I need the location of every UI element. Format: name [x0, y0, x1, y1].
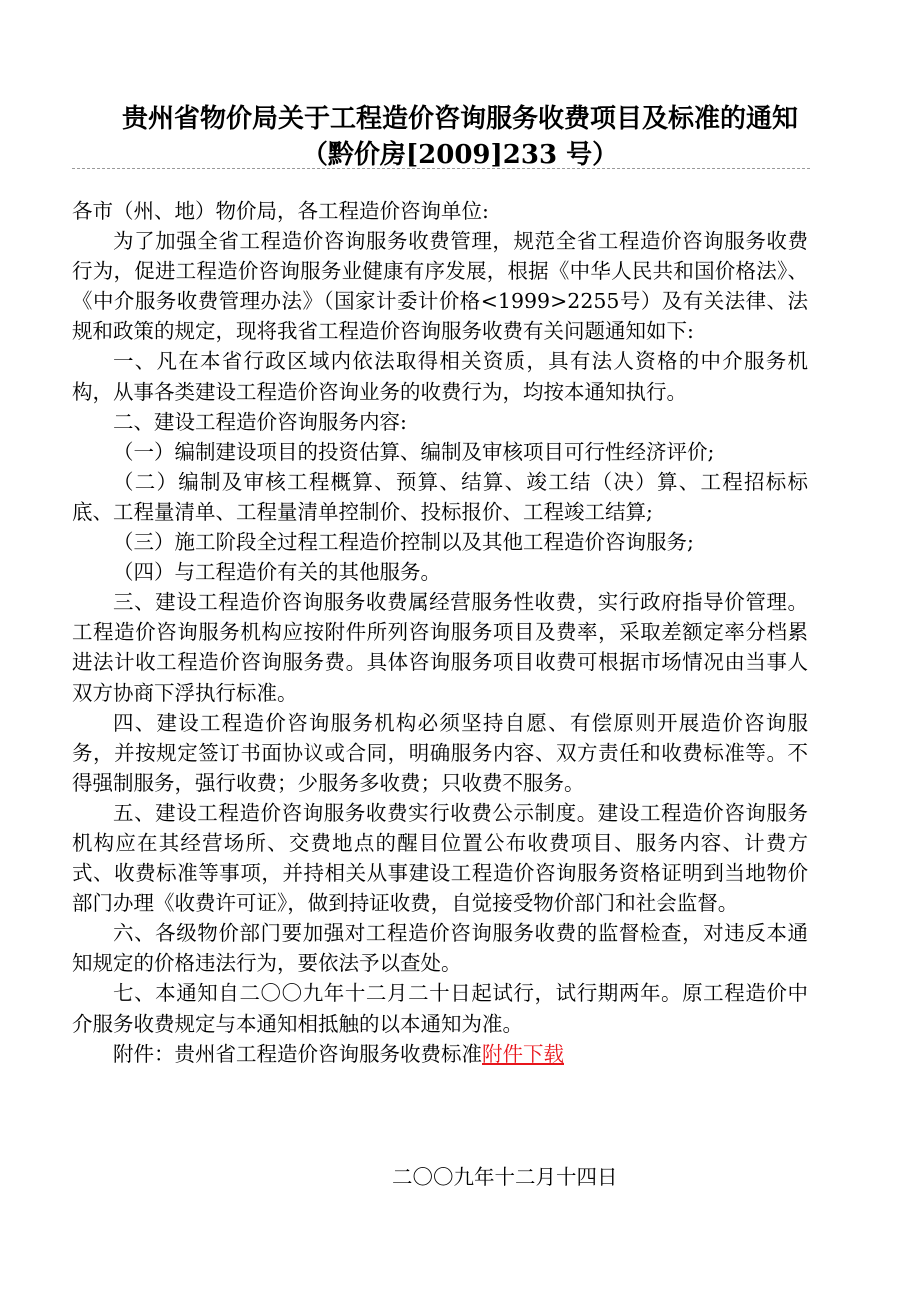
clause-2-sub-4: （四）与工程造价有关的其他服务。 [113, 560, 441, 585]
clause-6: 六、各级物价部门要加强对工程造价咨询服务收费的监督检查，对违反本通知规定的价格违法行为，要依法予以查处。 [72, 921, 808, 976]
attachment-download-link[interactable]: 附件下载 [482, 1041, 564, 1066]
attachment-line [72, 1039, 808, 1069]
document-title: 贵州省物价局关于工程造价咨询服务收费项目及标准的通知 [121, 104, 798, 134]
title-divider [72, 168, 810, 169]
salutation: 各市（州、地）物价局，各工程造价咨询单位: [72, 199, 489, 223]
attachment-label: 附件：贵州省工程造价咨询服务收费标准 [113, 1041, 482, 1066]
issue-date: 二〇〇九年十二月十四日 [392, 1165, 618, 1189]
clause-2-sub-3: （三）施工阶段全过程工程造价控制以及其他工程造价咨询服务; [113, 530, 694, 555]
clause-7: 七、本通知自二〇〇九年十二月二十日起试行，试行期两年。原工程造价中介服务收费规定与本通知相抵触的以本通知为准。 [72, 981, 808, 1036]
document-number: （黔价房[2009]233 号） [301, 140, 619, 170]
intro-paragraph: 为了加强全省工程造价咨询服务收费管理，规范全省工程造价咨询服务收费行为，促进工程造价咨询服务业健康有序发展，根据《中华人民共和国价格法》、《中介服务收费管理办法》（国家计委计价格<1999>2255号）及有关法律、法规和政策的规定，现将我省工程造价咨询服务收费有关问题通知如下: [72, 229, 808, 344]
document-body [72, 196, 808, 1069]
clause-2-sub-1: （一）编制建设项目的投资估算、编制及审核项目可行性经济评价; [113, 439, 715, 464]
clause-2: 二、建设工程造价咨询服务内容: [113, 409, 407, 434]
clause-5: 五、建设工程造价咨询服务收费实行收费公示制度。建设工程造价咨询服务机构应在其经营场所、交费地点的醒目位置公布收费项目、服务内容、计费方式、收费标准等事项，并持相关从事建设工程造价咨询服务资格证明到当地物价部门办理《收费许可证》，做到持证收费，自觉接受物价部门和社会监督。 [72, 800, 808, 916]
clause-3: 三、建设工程造价咨询服务收费属经营服务性收费，实行政府指导价管理。工程造价咨询服务机构应按附件所列咨询服务项目及费率，采取差额定率分档累进法计收工程造价咨询服务费。具体咨询服务项目收费可根据市场情况由当事人双方协商下浮执行标准。 [72, 590, 808, 705]
clause-4: 四、建设工程造价咨询服务机构必须坚持自愿、有偿原则开展造价咨询服务，并按规定签订书面协议或合同，明确服务内容、双方责任和收费标准等。不得强制服务，强行收费；少服务多收费；只收费不服务。 [72, 710, 808, 795]
clause-1: 一、凡在本省行政区域内依法取得相关资质，具有法人资格的中介服务机构，从事各类建设工程造价咨询业务的收费行为，均按本通知执行。 [72, 349, 808, 404]
clause-2-sub-2: （二）编制及审核工程概算、预算、结算、竣工结（决）算、工程招标标底、工程量清单、工程量清单控制价、投标报价、工程竣工结算; [72, 469, 808, 524]
